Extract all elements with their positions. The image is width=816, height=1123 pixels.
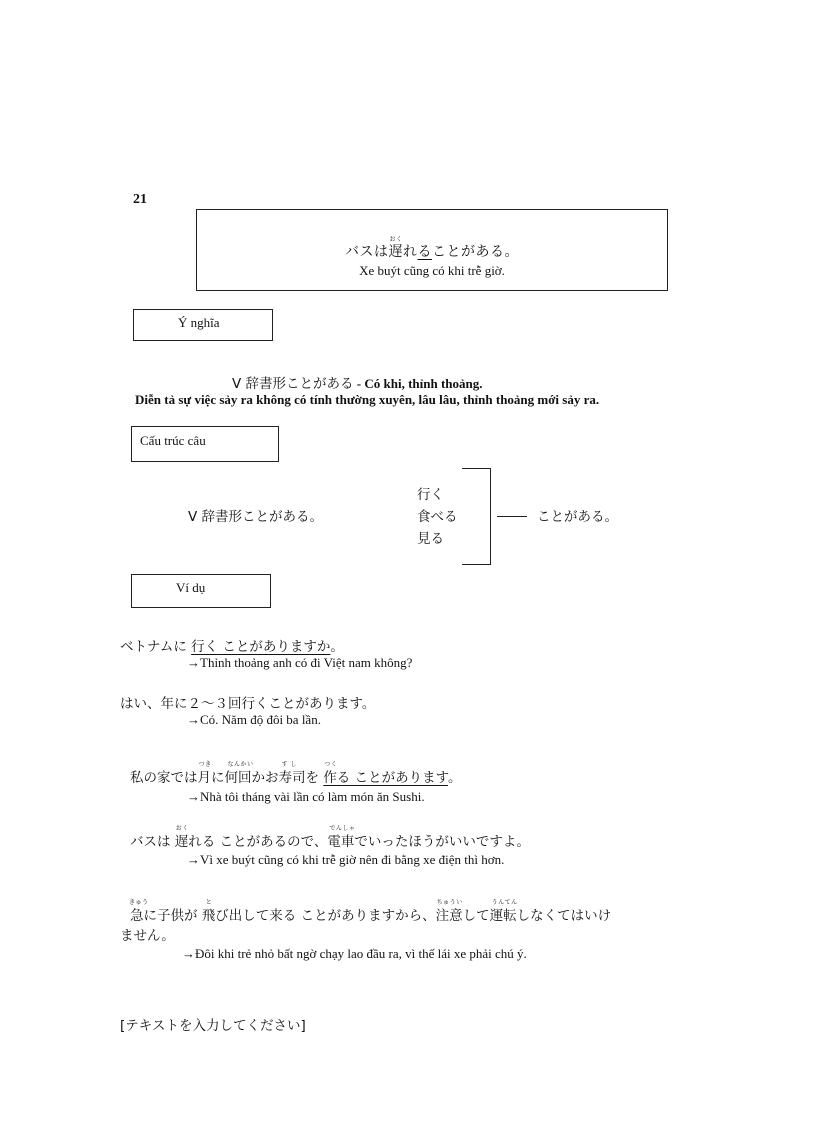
example-4-jp: バスは おく 遅れる ことがあるので、 でんしゃ 電車でいったほうがいいですよ。 [130,825,530,850]
furigana: つき [198,761,212,768]
furigana: でんしゃ [329,825,356,832]
bracket-bottom [462,564,491,565]
example-2-vi: →Có. Năm độ đôi ba lần. [187,712,321,727]
furigana: うんてん [491,899,518,906]
furigana: つく [324,761,338,768]
furigana: おく [175,825,189,832]
example-4-vi: →Vì xe buýt cũng có khi trễ giờ nên đi bằng xe điện thì hơn. [187,852,505,867]
meaning-description: Diễn tả sự việc sảy ra không có tính thường xuyên, lâu lâu, thỉnh thoảng mới sảy ra. [135,392,600,407]
footer-placeholder: [テキストを入力してください] [120,1018,306,1034]
furigana: なんかい [227,761,254,768]
furigana: ちゅうい [436,899,463,906]
structure-pattern: V 辞書形ことがある。 [188,509,324,525]
bracket-connector [497,516,527,517]
furigana: おく [389,236,403,243]
bracket-vertical [490,468,491,564]
meaning-label: Ý nghĩa [178,315,220,330]
structure-verb: 見る [417,531,444,547]
bracket-top [462,468,491,469]
example-5-vi: →Đôi khi trẻ nhỏ bất ngờ chạy lao đầu ra, vì thế lái xe phải chú ý. [182,946,527,961]
meaning-pattern: V 辞書形ことがある - Có khi, thỉnh thoảng. [232,376,483,392]
title-jp: バスは おく 遅れることがある。 [345,236,519,260]
example-2-jp: はい、年に２～３回行くことがあります。 [120,696,376,712]
structure-verb: 行く [417,487,444,503]
title-vi: Xe buýt cũng có khi trễ giờ. [359,263,505,278]
example-1-vi: →Thỉnh thoảng anh có đi Việt nam không? [187,655,413,670]
examples-label: Ví dụ [176,580,206,595]
page-number: 21 [133,192,147,207]
structure-ending: ことがある。 [537,509,618,525]
example-5-jp-line2: ません。 [120,928,175,944]
furigana: す し [281,761,297,768]
structure-verb: 食べる [417,509,458,525]
example-3-jp: 私の家では つき 月に なんかい 何回かお す し 寿司を つく 作る ことがあります。 [130,761,462,786]
example-3-vi: →Nhà tôi tháng vài lần có làm món ăn Sushi. [187,789,425,804]
example-5-jp: きゅう 急に子供が と 飛び出して来る ことがありますから、 ちゅうい 注意して うんてん 運転しなくてはいけ [129,899,612,924]
structure-label: Cấu trúc câu [140,433,206,448]
furigana: と [205,899,213,906]
furigana: きゅう [129,899,149,906]
example-1-jp: ベトナムに 行く ことがありますか。 [120,639,344,655]
